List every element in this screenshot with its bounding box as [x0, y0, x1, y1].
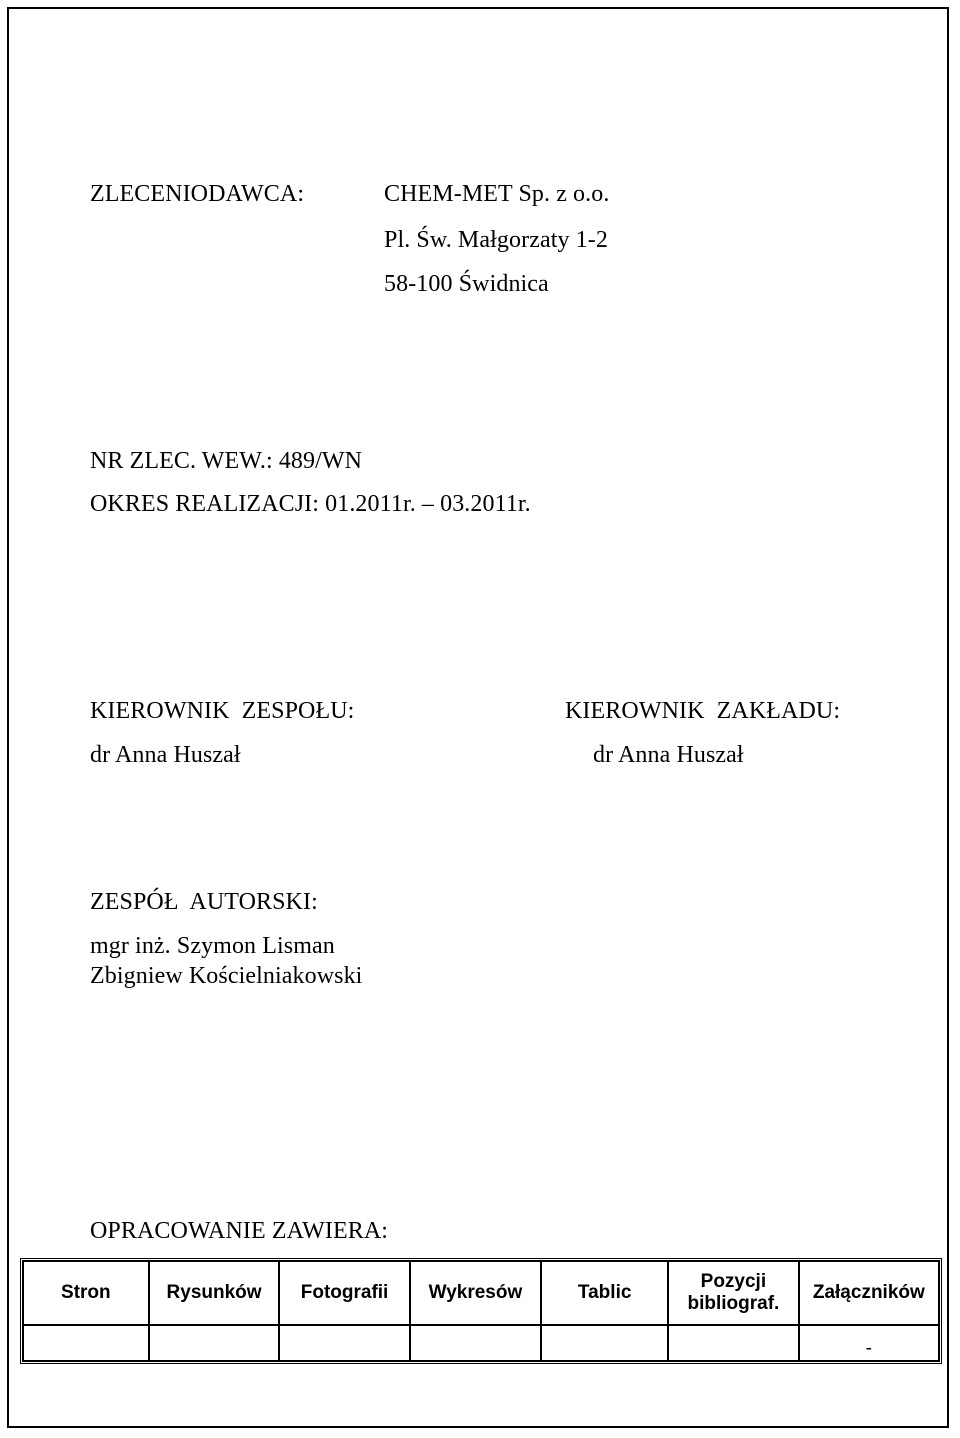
client-street: Pl. Św. Małgorzaty 1-2	[384, 227, 608, 253]
authors-label: ZESPÓŁ AUTORSKI:	[90, 889, 318, 915]
header-figures: Rysunków	[149, 1261, 280, 1325]
value-charts	[410, 1325, 542, 1361]
header-bibliography: Pozycji bibliograf.	[668, 1261, 799, 1325]
dept-head-label: KIEROWNIK ZAKŁADU:	[565, 698, 841, 724]
contents-value-row	[23, 1325, 939, 1361]
header-photos: Fotografii	[279, 1261, 409, 1325]
header-pages: Stron	[23, 1261, 149, 1325]
client-name: CHEM-MET Sp. z o.o.	[384, 181, 610, 207]
value-figures	[149, 1325, 280, 1361]
contents-title: OPRACOWANIE ZAWIERA:	[90, 1218, 389, 1244]
author-1: mgr inż. Szymon Lisman	[90, 933, 335, 959]
dept-head-name: dr Anna Huszał	[593, 742, 744, 768]
client-city: 58-100 Świdnica	[384, 271, 549, 297]
author-2: Zbigniew Kościelniakowski	[90, 963, 363, 989]
team-lead-name: dr Anna Huszał	[90, 742, 241, 768]
order-number: NR ZLEC. WEW.: 489/WN	[90, 448, 363, 474]
client-label: ZLECENIODAWCA:	[90, 181, 305, 207]
header-tables: Tablic	[541, 1261, 668, 1325]
contents-table	[20, 1258, 942, 1364]
value-bibliography	[668, 1325, 799, 1361]
contents-header-row	[23, 1261, 939, 1325]
value-pages	[23, 1325, 149, 1361]
header-attachments: Załączników	[799, 1261, 939, 1325]
value-photos	[279, 1325, 409, 1361]
value-tables	[541, 1325, 668, 1361]
team-lead-label: KIEROWNIK ZESPOŁU:	[90, 698, 355, 724]
order-period: OKRES REALIZACJI: 01.2011r. – 03.2011r.	[90, 491, 531, 517]
value-attachments: -	[799, 1325, 939, 1361]
header-charts: Wykresów	[410, 1261, 542, 1325]
